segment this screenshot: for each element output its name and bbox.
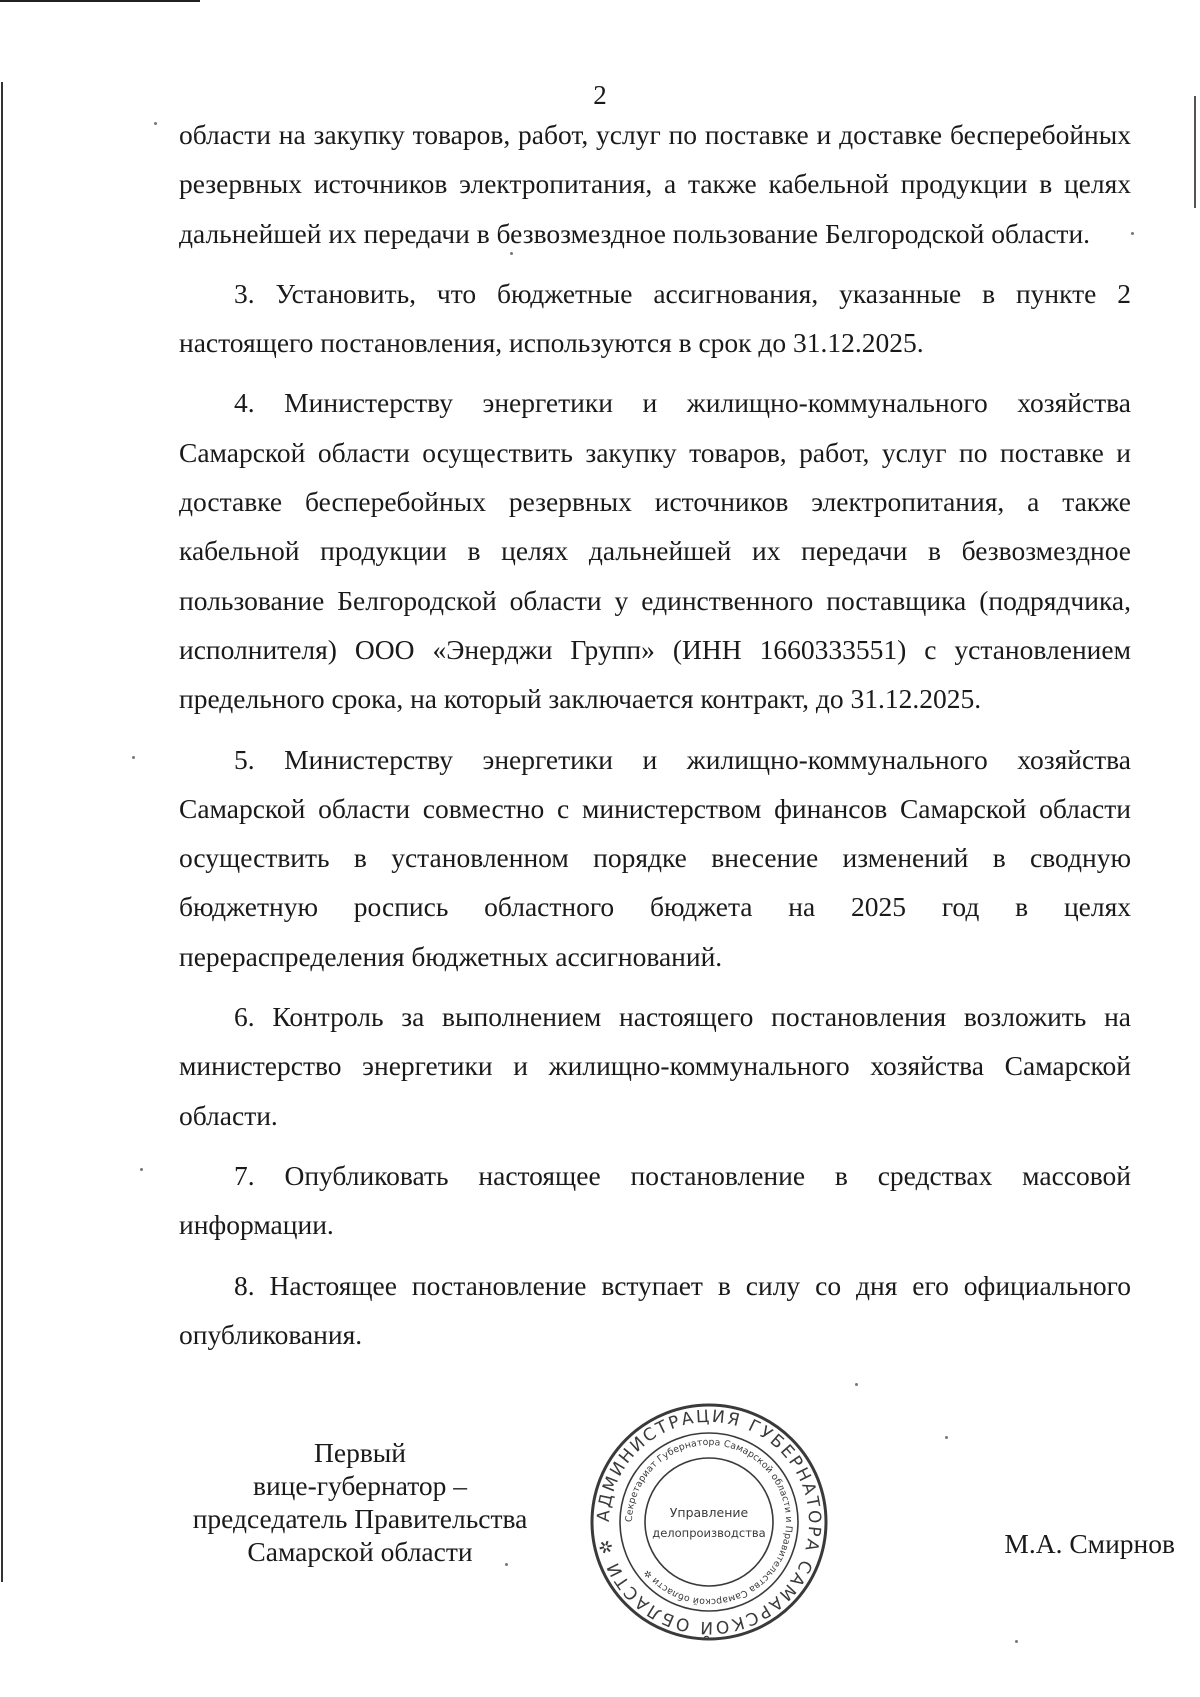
signatory-title-line: вице-губернатор – — [252, 1470, 468, 1501]
paragraph-6: 6. Контроль за выполнением настоящего постановления возложить на министерство энергетики и жилищно-коммунального хозяйства Самарской области. — [179, 1001, 1131, 1131]
page-number: 2 — [593, 80, 607, 110]
paragraph-continuation: области на закупку товаров, работ, услуг по поставке и доставке бесперебойных резервных источников электропитания, а также кабельной продукции в целях дальнейшей их передачи в безвозмездное пользование Белгородской области. — [179, 119, 1131, 249]
document-body — [179, 110, 1131, 1370]
stamp-center-line-2: делопроизводства — [652, 1526, 766, 1540]
scan-speck — [945, 1436, 948, 1439]
scan-speck — [1015, 1640, 1018, 1643]
signatory-name: М.А. Смирнов — [1004, 1528, 1175, 1559]
scan-speck — [855, 1383, 858, 1386]
scan-speck — [505, 1563, 508, 1566]
scan-speck — [132, 756, 135, 759]
paragraph-4: 4. Министерству энергетики и жилищно-коммунального хозяйства Самарской области осуществить закупку товаров, работ, услуг по поставке и доставке бесперебойных резервных источников электропитания, а также кабельной продукции в целях дальнейшей их передачи в безвозмездное пользование Белгородской области у единственного поставщика (подрядчика, исполнителя) ООО «Энерджи Групп» (ИНН 1660333551) с установлением предельного срока, на который заключается контракт, до 31.12.2025. — [179, 387, 1131, 715]
scan-speck — [510, 252, 513, 255]
scan-speck — [140, 1168, 143, 1171]
stamp-outer-text: АДМИНИСТРАЦИЯ ГУБЕРНАТОРА САМАРСКОЙ ОБЛАСТИ ✲ — [593, 1406, 825, 1638]
official-stamp — [588, 1401, 830, 1643]
stamp-inner-text: Секретариат Губернатора Самарской области и Правительства Самарской области ✲ — [623, 1436, 795, 1608]
signatory-title-line: Первый — [314, 1437, 406, 1468]
paragraph-8: 8. Настоящее постановление вступает в силу со дня его официального опубликования. — [179, 1269, 1131, 1350]
signatory-title-line: председатель Правительства — [192, 1503, 528, 1534]
scan-edge-left — [1, 82, 3, 1582]
scan-edge-top — [0, 0, 200, 2]
stamp-center-line-1: Управление — [669, 1505, 749, 1520]
scan-edge-right — [1194, 96, 1196, 208]
stamp-middle-circle — [620, 1433, 798, 1611]
scan-speck — [154, 122, 157, 125]
scan-speck — [1131, 232, 1134, 235]
signatory-title-line: Самарской области — [247, 1536, 473, 1567]
paragraph-7: 7. Опубликовать настоящее постановление в средствах массовой информации. — [179, 1159, 1131, 1241]
stamp-inner-circle — [645, 1458, 773, 1586]
paragraph-3: 3. Установить, что бюджетные ассигнования, указанные в пункте 2 настоящего постановления, используются в срок до 31.12.2025. — [179, 277, 1131, 359]
signatory-title — [160, 1436, 560, 1568]
paragraph-5: 5. Министерству энергетики и жилищно-коммунального хозяйства Самарской области совместно с министерством финансов Самарской области осуществить в установленном порядке внесение изменений в сводную бюджетную роспись областного бюджета на 2025 год в целях перераспределения бюджетных ассигнований. — [179, 743, 1131, 972]
